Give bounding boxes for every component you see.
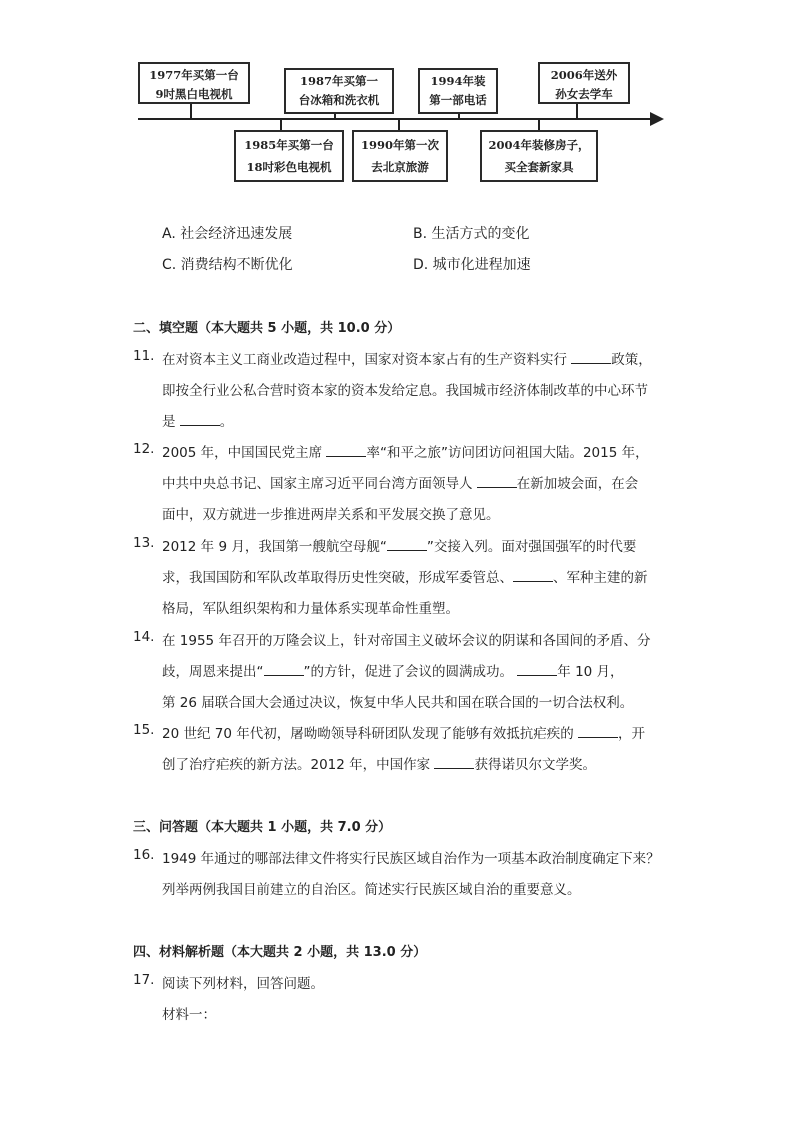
section-title: 二、填空题（本大题共 5 小题，共 10.0 分） (133, 321, 401, 336)
timeline-tick (190, 102, 192, 119)
timeline-event: 2004年装修房子， 买全套新家具 (480, 130, 598, 182)
answer-blank (477, 475, 517, 488)
answer-blank (180, 413, 220, 426)
question-line: 阅读下列材料，回答问题。 (162, 976, 324, 992)
answer-blank (513, 569, 553, 582)
question-number: 13. (133, 535, 155, 551)
section-title: 四、材料解析题（本大题共 2 小题，共 13.0 分） (133, 945, 427, 960)
question-line: 在对资本主义工商业改造过程中，国家对资本家占有的生产资料实行 政策， (162, 352, 652, 368)
timeline-arrow-icon (650, 112, 664, 126)
question-line: 即按全行业公私合营时资本家的资本发给定息。我国城市经济体制改革的中心环节 (162, 383, 648, 399)
section-title: 三、问答题（本大题共 1 小题，共 7.0 分） (133, 820, 392, 835)
question-line: 第 26 届联合国大会通过决议，恢复中华人民共和国在联合国的一切合法权利。 (162, 695, 634, 711)
question-line: 创了治疗疟疾的新方法。2012 年，中国作家 获得诺贝尔文学奖。 (162, 757, 596, 773)
answer-blank (264, 663, 304, 676)
question-number: 11. (133, 348, 155, 364)
option-d: D. 城市化进程加速 (413, 257, 531, 273)
question-number: 15. (133, 722, 155, 738)
answer-blank (517, 663, 557, 676)
timeline-event: 1985年买第一台 18吋彩色电视机 (234, 130, 344, 182)
option-c: C. 消费结构不断优化 (162, 257, 293, 273)
question-line: 1949 年通过的哪部法律文件将实行民族区域自治作为一项基本政治制度确定下来？ (162, 851, 660, 867)
timeline-event: 2006年送外 孙女去学车 (538, 62, 630, 104)
question-number: 14. (133, 629, 155, 645)
question-line: 2012 年 9 月，我国第一艘航空母舰“ ”交接入列。面对强国强军的时代要 (162, 539, 637, 555)
question-line: 列举两例我国目前建立的自治区。简述实行民族区域自治的重要意义。 (162, 882, 581, 898)
answer-blank (434, 756, 474, 769)
question-number: 17. (133, 972, 155, 988)
question-line: 歧，周恩来提出“ ”的方针，促进了会议的圆满成功。 年 10 月， (162, 664, 624, 680)
option-a: A. 社会经济迅速发展 (162, 226, 293, 242)
timeline-event: 1977年买第一台 9吋黑白电视机 (138, 62, 250, 104)
question-line: 是 。 (162, 414, 234, 430)
question-line: 求，我国国防和军队改革取得历史性突破，形成军委管总、 、军种主建的新 (162, 570, 648, 586)
question-line: 材料一： (162, 1007, 216, 1023)
answer-blank (326, 444, 366, 457)
question-line: 中共中央总书记、国家主席习近平同台湾方面领导人 在新加坡会面，在会 (162, 476, 639, 492)
timeline-event: 1994年装 第一部电话 (418, 68, 498, 114)
question-number: 12. (133, 441, 155, 457)
timeline-tick (576, 102, 578, 119)
question-line: 20 世纪 70 年代初，屠呦呦领导科研团队发现了能够有效抵抗疟疾的 ，开 (162, 726, 646, 742)
answer-blank (578, 725, 618, 738)
timeline-event: 1990年第一次 去北京旅游 (352, 130, 448, 182)
answer-blank (571, 351, 611, 364)
question-line: 面中，双方就进一步推进两岸关系和平发展交换了意见。 (162, 507, 500, 523)
answer-blank (387, 538, 427, 551)
timeline-figure (130, 58, 670, 188)
question-line: 2005 年，中国国民党主席 率“和平之旅”访问团访问祖国大陆。2015 年， (162, 445, 649, 461)
question-number: 16. (133, 847, 155, 863)
question-line: 在 1955 年召开的万隆会议上，针对帝国主义破坏会议的阴谋和各国间的矛盾、分 (162, 633, 651, 649)
option-b: B. 生活方式的变化 (413, 226, 530, 242)
question-line: 格局，军队组织架构和力量体系实现革命性重塑。 (162, 601, 459, 617)
timeline-event: 1987年买第一 台冰箱和洗衣机 (284, 68, 394, 114)
